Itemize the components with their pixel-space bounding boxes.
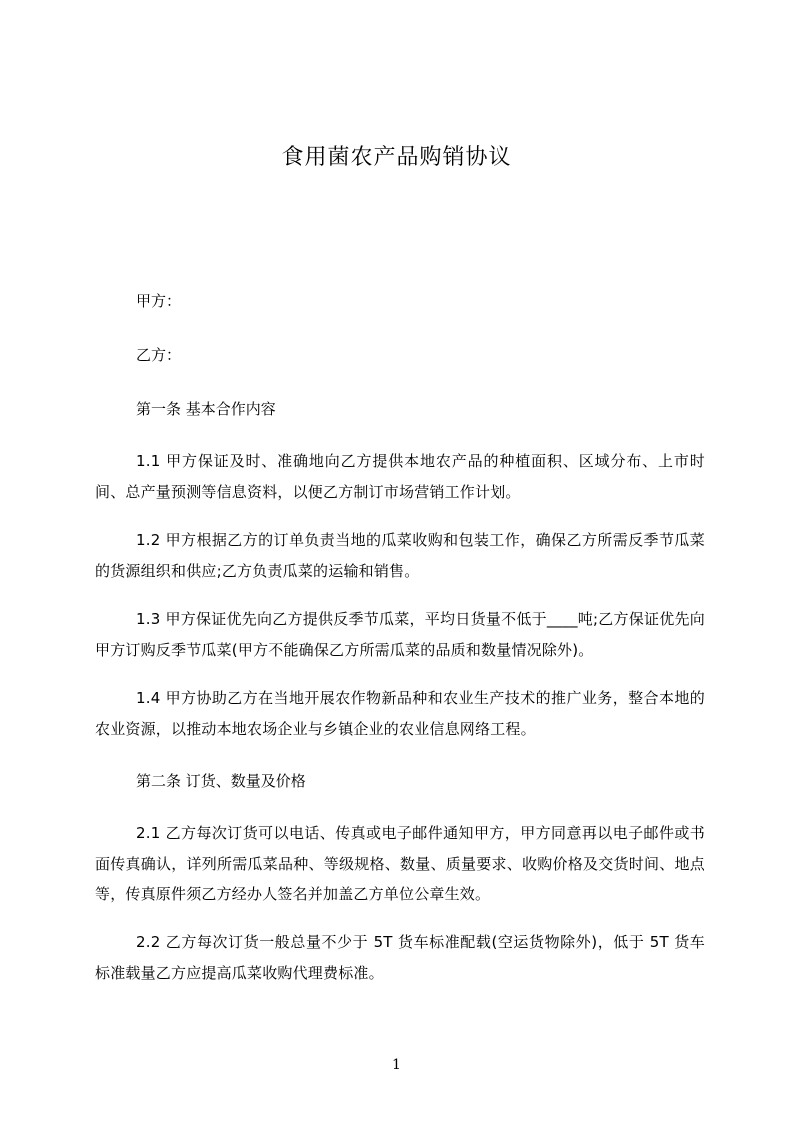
article-1-heading: 第一条 基本合作内容 — [136, 400, 276, 418]
clause-1-2: 1.2 甲方根据乙方的订单负责当地的瓜菜收购和包装工作，确保乙方所需反季节瓜菜的货源组织和供应;乙方负责瓜菜的运输和销售。 — [95, 531, 705, 580]
clause-1-4: 1.4 甲方协助乙方在当地开展农作物新品种和农业生产技术的推广业务，整合本地的农业资源，以推动本地农场企业与乡镇企业的农业信息网络工程。 — [95, 689, 705, 738]
clause-1-3: 1.3 甲方保证优先向乙方提供反季节瓜菜，平均日货量不低于____吨;乙方保证优先向甲方订购反季节瓜菜(甲方不能确保乙方所需瓜菜的品质和数量情况除外)。 — [95, 610, 705, 659]
party-a-label: 甲方： — [136, 292, 182, 310]
party-b-label: 乙方： — [136, 346, 182, 364]
clause-2-2: 2.2 乙方每次订货一般总量不少于 5T 货车标准配载(空运货物除外)，低于 5T 货车标准载量乙方应提高瓜菜收购代理费标准。 — [95, 933, 705, 982]
article-2-heading: 第二条 订货、数量及价格 — [136, 772, 306, 790]
clause-2-1: 2.1 乙方每次订货可以电话、传真或电子邮件通知甲方，甲方同意再以电子邮件或书面传真确认，详列所需瓜菜品种、等级规格、数量、质量要求、收购价格及交货时间、地点等，传真原件须乙方经办人签名并加盖乙方单位公章生效。 — [95, 824, 705, 903]
document-title: 食用菌农产品购销协议 — [281, 145, 512, 170]
clause-1-1: 1.1 甲方保证及时、准确地向乙方提供本地农产品的种植面积、区域分布、上市时间、总产量预测等信息资料，以便乙方制订市场营销工作计划。 — [95, 452, 705, 501]
page-number: 1 — [392, 1057, 401, 1073]
